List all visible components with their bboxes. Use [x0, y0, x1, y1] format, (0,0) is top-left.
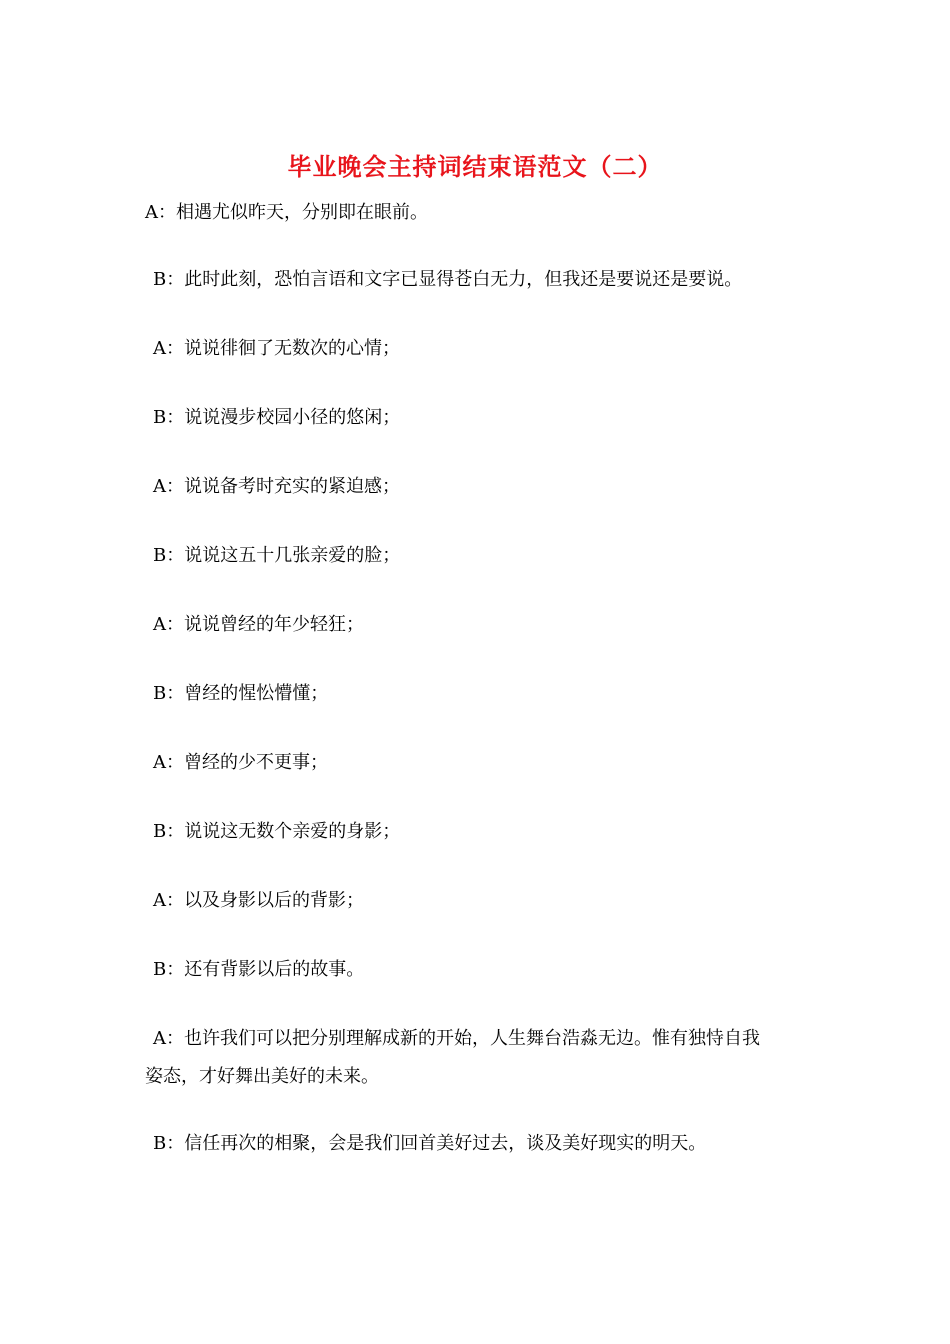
paragraph-line: B：说说这五十几张亲爱的脸；: [153, 545, 401, 566]
paragraph-line: A：相遇尤似昨天，分别即在眼前。: [145, 202, 428, 223]
paragraph-line: B：此时此刻，恐怕言语和文字已显得苍白无力，但我还是要说还是要说。: [153, 269, 743, 290]
paragraph-line: B：信任再次的相聚，会是我们回首美好过去，谈及美好现实的明天。: [153, 1133, 707, 1154]
paragraph-line: A：说说备考时充实的紧迫感；: [153, 476, 400, 497]
paragraph-line: A：说说曾经的年少轻狂；: [153, 614, 364, 635]
document-title: 毕业晚会主持词结束语范文（二）: [287, 152, 663, 181]
paragraph-line: B：说说这无数个亲爱的身影；: [153, 821, 401, 842]
paragraph-line: 姿态，才好舞出美好的未来。: [145, 1066, 379, 1087]
paragraph-line: A：曾经的少不更事；: [153, 752, 328, 773]
paragraph-line: A：说说徘徊了无数次的心情；: [153, 338, 400, 359]
paragraph-line: A：也许我们可以把分别理解成新的开始，人生舞台浩淼无边。惟有独恃自我: [153, 1028, 760, 1049]
paragraph-line: B：还有背影以后的故事。: [153, 959, 365, 980]
paragraph-line: B：说说漫步校园小径的悠闲；: [153, 407, 401, 428]
paragraph-line: A：以及身影以后的背影；: [153, 890, 364, 911]
paragraph-line: B：曾经的惺忪懵懂；: [153, 683, 329, 704]
